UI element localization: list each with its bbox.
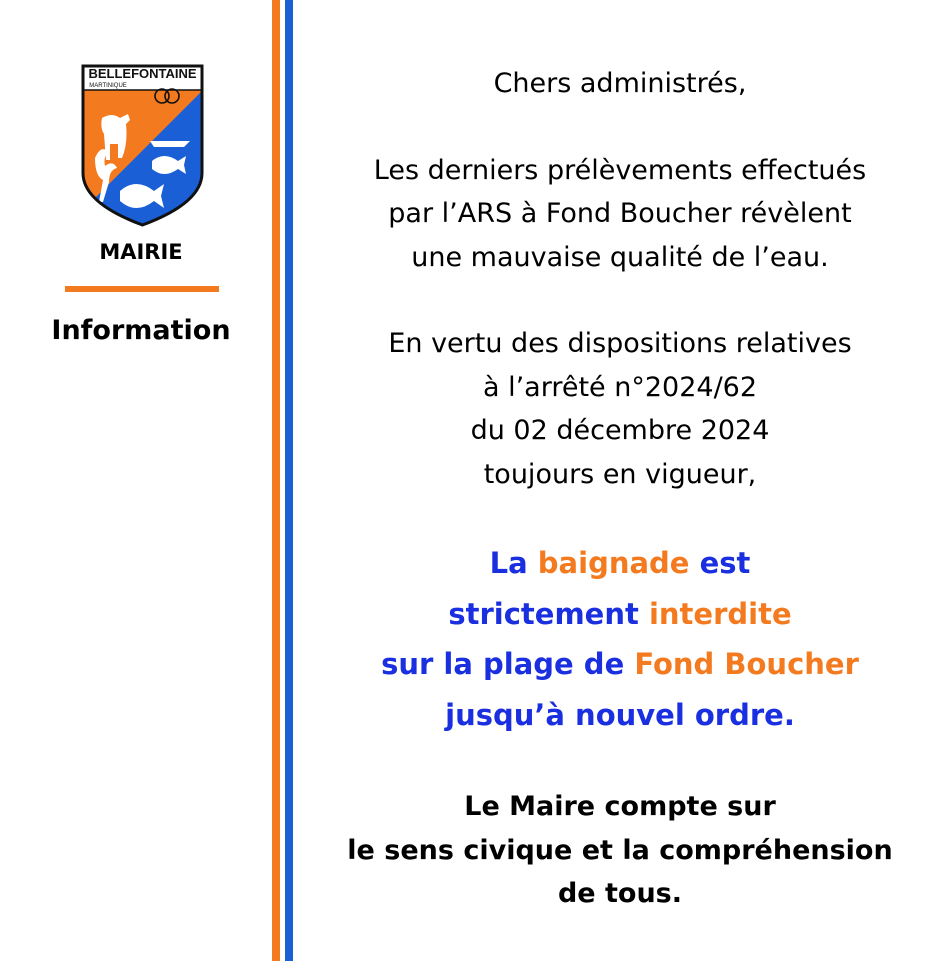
paragraph2-line4: toujours en vigueur, [483,458,757,490]
blue-divider-stripe [285,0,293,961]
warning-line1: La baignade est [489,546,751,580]
paragraph1-line1: Les derniers prélèvements effectués [373,154,867,186]
warning-line4: jusqu’à nouvel ordre. [445,697,795,732]
closing-line3: de tous. [557,878,683,909]
crest-region-name: MARTINIQUE [89,83,127,89]
closing-line1: Le Maire compte sur [464,791,776,822]
closing-line2: le sens civique et la compréhension [347,834,893,866]
notice-body [330,62,910,916]
orange-divider-stripe [272,0,280,961]
mairie-label: MAIRIE [99,240,183,264]
warning-line3: sur la plage de Fond Boucher [381,647,859,681]
crest-town-name: BELLEFONTAINE [88,66,197,81]
warning-line2: strictement interdite [448,596,792,631]
mayor-closing [330,785,910,916]
bathing-ban-warning [330,538,910,740]
bellefontaine-crest-logo [80,63,205,228]
orange-underline-rule [65,286,219,292]
greeting-line: Chers administrés, [493,68,747,99]
paragraph2-line2: à l’arrêté n°2024/62 [482,371,758,403]
paragraph1-line3: une mauvaise qualité de l’eau. [411,241,829,273]
paragraph1-line2: par l’ARS à Fond Boucher révèlent [388,198,852,229]
information-heading: Information [51,315,231,346]
paragraph2-line1: En vertu des dispositions relatives [388,328,852,359]
paragraph2-line3: du 02 décembre 2024 [470,415,770,446]
